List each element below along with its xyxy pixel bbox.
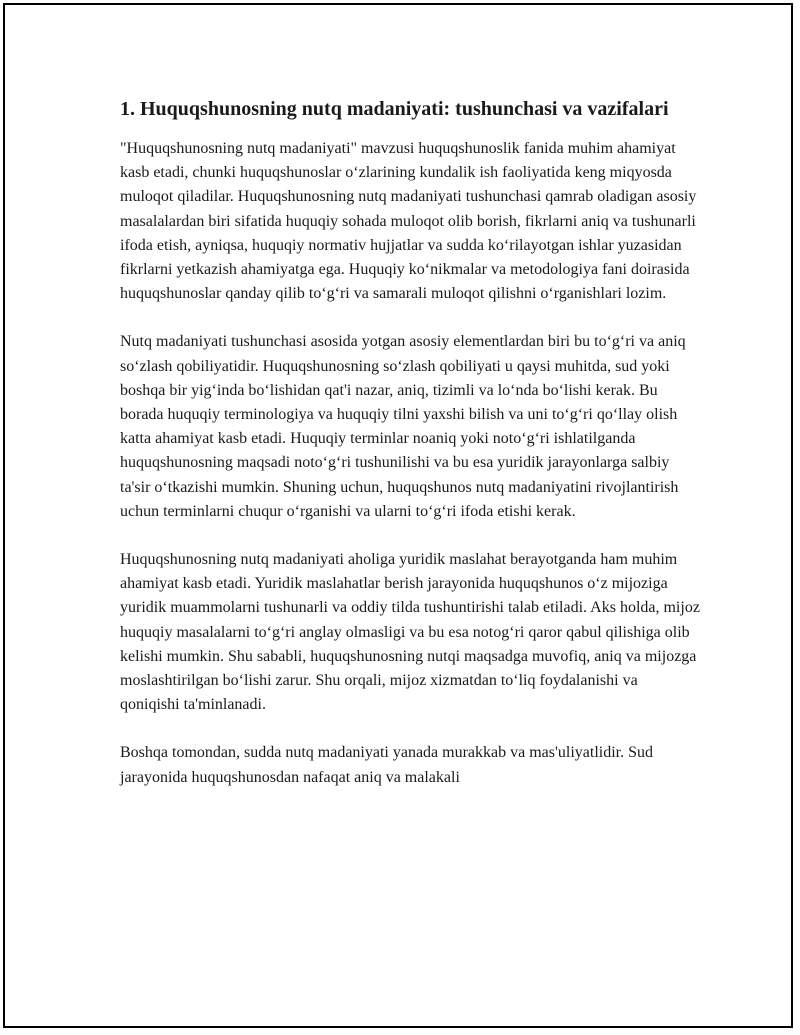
paragraph-1: "Huquqshunosning nutq madaniyati" mavzusi huquqshunoslik fanida muhim ahamiyat kasb etadi, chunki huquqshunoslar o‘zlarining kundalik ish faoliyatida keng miqyosda muloqot qiladilar. Huquqshunosning nutq madaniyati tushunchasi qamrab oladigan asosiy masalalardan biri sifatida huquqiy sohada muloqot olib borish, fikrlarni aniq va tushunarli ifoda etish, ayniqsa, huquqiy normativ hujjatlar va sudda ko‘rilayotgan ishlar yuzasidan fikrlarni yetkazish ahamiyatga ega. Huquqiy ko‘nikmalar va metodologiya fani doirasida huquqshunoslar qanday qilib to‘g‘ri va samarali muloqot qilishni o‘rganishlari lozim. [120, 140, 697, 303]
paragraph-4: Boshqa tomondan, sudda nutq madaniyati yanada murakkab va mas'uliyatlidir. Sud jarayonida huquqshunosdan nafaqat aniq va malakali [120, 744, 654, 786]
paragraph-3: Huquqshunosning nutq madaniyati aholiga yuridik maslahat berayotganda ham muhim ahamiyat kasb etadi. Yuridik maslahatlar berish jarayonida huquqshunos o‘z mijoziga yuridik muammolarni tushunarli va oddiy tilda tushuntirishi talab etiladi. Aks holda, mijoz huquqiy masalalarni to‘g‘ri anglay olmasligi va bu esa notog‘ri qaror qabul qilishiga olib kelishi mumkin. Shu sababli, huquqshunosning nutqi maqsadga muvofiq, aniq va mijozga moslashtirilgan bo‘lishi zarur. Shu orqali, mijoz xizmatdan to‘liq foydalanishi va qoniqishi ta'minlanadi. [120, 551, 700, 714]
document-body [120, 96, 700, 814]
paragraph-2: Nutq madaniyati tushunchasi asosida yotgan asosiy elementlardan biri bu to‘g‘ri va aniq so‘zlash qobiliyatidir. Huquqshunosning so‘zlash qobiliyati u qaysi muhitda, sud yoki boshqa bir yig‘inda bo‘lishidan qat'i nazar, aniq, tizimli va lo‘nda bo‘lishi kerak. Bu borada huquqiy terminologiya va huquqiy tilni yaxshi bilish va uni to‘g‘ri qo‘llay olish katta ahamiyat kasb etadi. Huquqiy terminlar noaniq yoki noto‘g‘ri ishlatilganda huquqshunosning maqsadi noto‘g‘ri tushunilishi va bu esa yuridik jarayonlarga salbiy ta'sir o‘tkazishi mumkin. Shuning uchun, huquqshunos nutq madaniyatini rivojlantirish uchun terminlarni chuqur o‘rganishi va ularni to‘g‘ri ifoda etishi kerak. [120, 333, 686, 520]
page-frame [3, 3, 793, 1028]
document-title: 1. Huquqshunosning nutq madaniyati: tushunchasi va vazifalari [120, 98, 669, 120]
